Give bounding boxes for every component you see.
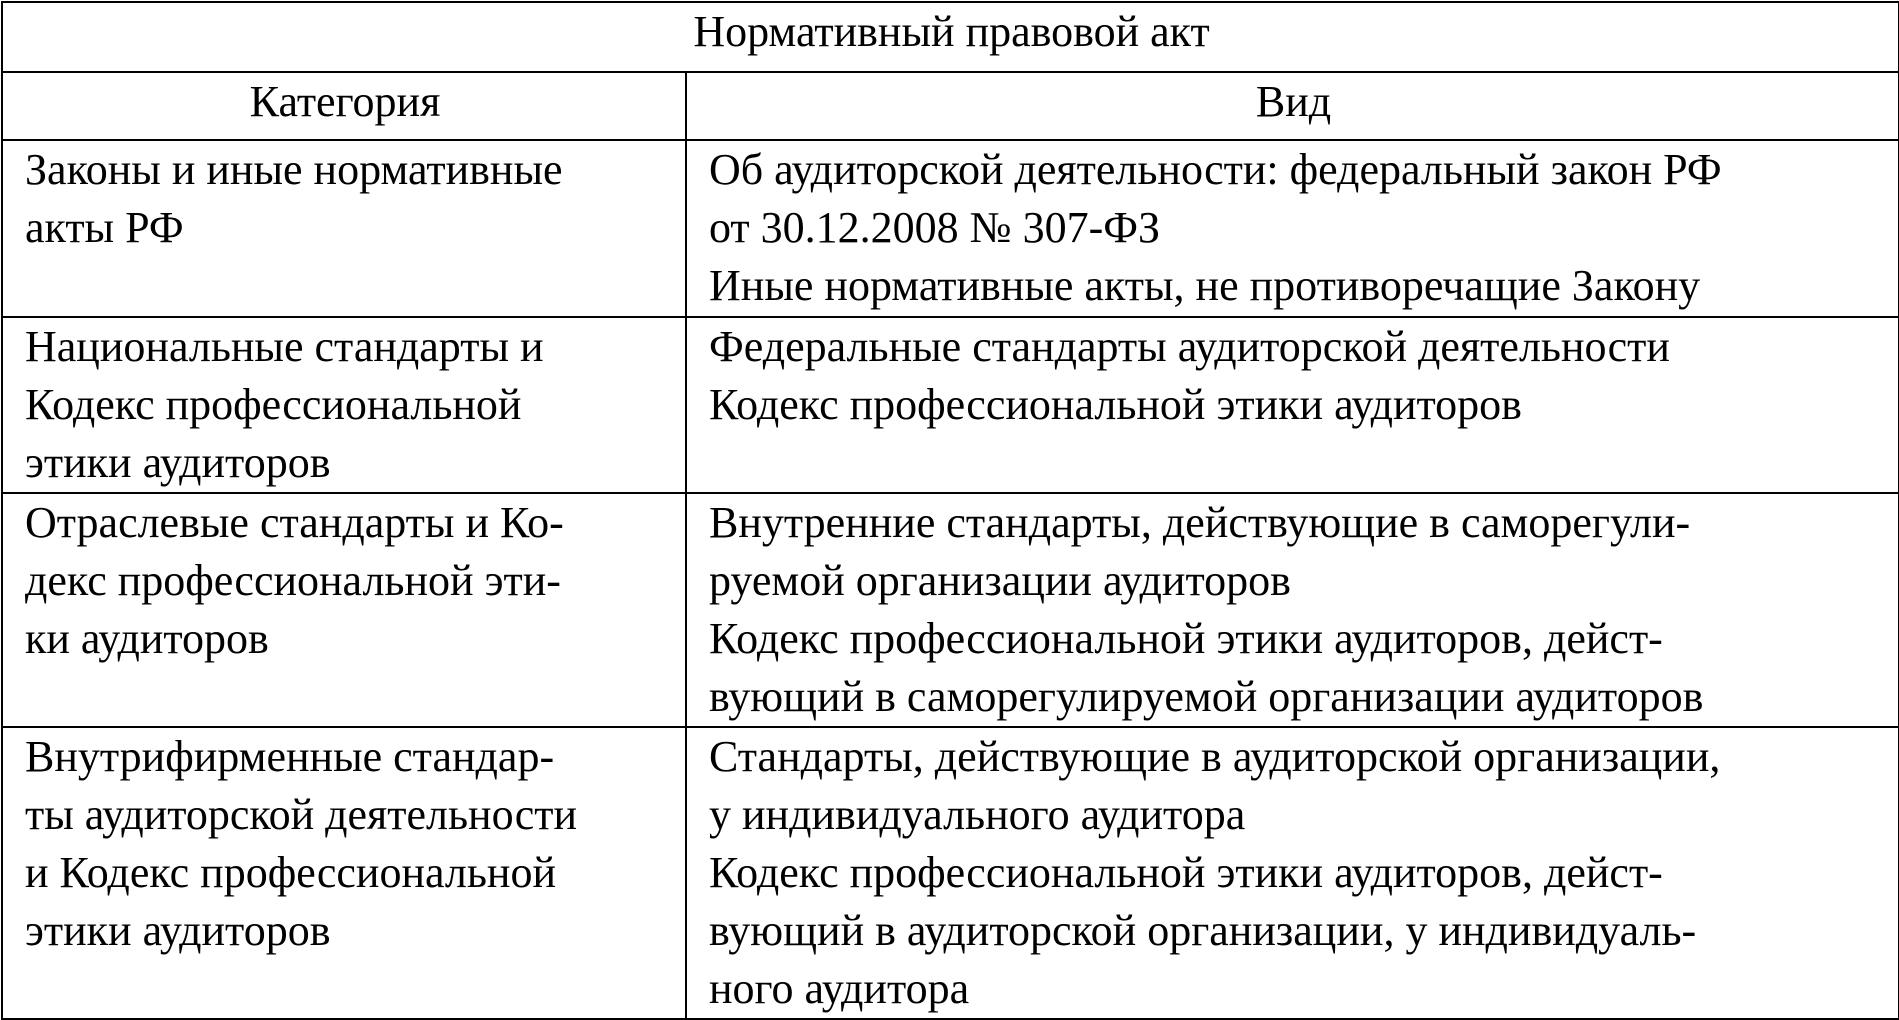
table-row xyxy=(2,727,1899,1019)
cell-line: от 30.12.2008 № 307-ФЗ xyxy=(709,203,1161,252)
cell-line: и Кодекс профессиональной xyxy=(25,848,557,897)
kind-cell xyxy=(686,493,1899,727)
header-category: Категория xyxy=(2,72,686,140)
cell-line: руемой организации аудиторов xyxy=(709,556,1291,605)
cell-line: Кодекс профессиональной xyxy=(25,380,522,429)
cell-line: Внутрифирменные стандар- xyxy=(25,732,555,781)
cell-line: у индивидуального аудитора xyxy=(709,790,1246,839)
cell-line: ты аудиторской деятельности xyxy=(25,790,577,839)
cell-line: ки аудиторов xyxy=(25,614,269,663)
table-row xyxy=(2,317,1899,493)
header-kind: Вид xyxy=(686,72,1899,140)
cell-line: Федеральные стандарты аудиторской деятельности xyxy=(709,322,1670,371)
table-row xyxy=(2,493,1899,727)
cell-line: Об аудиторской деятельности: федеральный закон РФ xyxy=(709,145,1722,194)
cell-line: Законы и иные нормативные xyxy=(25,145,563,194)
category-cell xyxy=(2,140,686,317)
category-cell xyxy=(2,727,686,1019)
cell-line: вующий в саморегулируемой организации аудиторов xyxy=(709,672,1704,721)
cell-line: Иные нормативные акты, не противоречащие Закону xyxy=(709,261,1701,310)
table-header-row xyxy=(2,72,1899,140)
cell-line: Кодекс профессиональной этики аудиторов, дейст- xyxy=(709,848,1663,897)
cell-line: ного аудитора xyxy=(709,964,970,1013)
cell-line: Кодекс профессиональной этики аудиторов xyxy=(709,380,1522,429)
cell-line: этики аудиторов xyxy=(25,906,331,955)
table-title-row xyxy=(2,2,1899,72)
cell-line: вующий в аудиторской организации, у индивидуаль- xyxy=(709,906,1697,955)
normative-acts-table xyxy=(1,1,1899,1020)
cell-line: Стандарты, действующие в аудиторской организации, xyxy=(709,732,1721,781)
category-cell xyxy=(2,317,686,493)
cell-line: Кодекс профессиональной этики аудиторов, дейст- xyxy=(709,614,1663,663)
cell-line: этики аудиторов xyxy=(25,438,331,487)
cell-line: Национальные стандарты и xyxy=(25,322,544,371)
kind-cell xyxy=(686,727,1899,1019)
kind-cell xyxy=(686,317,1899,493)
category-cell xyxy=(2,493,686,727)
cell-line: Внутренние стандарты, действующие в саморегули- xyxy=(709,498,1691,547)
cell-line: Отраслевые стандарты и Ко- xyxy=(25,498,564,547)
cell-line: декс профессиональной эти- xyxy=(25,556,561,605)
cell-line: акты РФ xyxy=(25,203,184,252)
kind-cell xyxy=(686,140,1899,317)
table-title: Нормативный правовой акт xyxy=(2,2,1899,72)
table-row xyxy=(2,140,1899,317)
